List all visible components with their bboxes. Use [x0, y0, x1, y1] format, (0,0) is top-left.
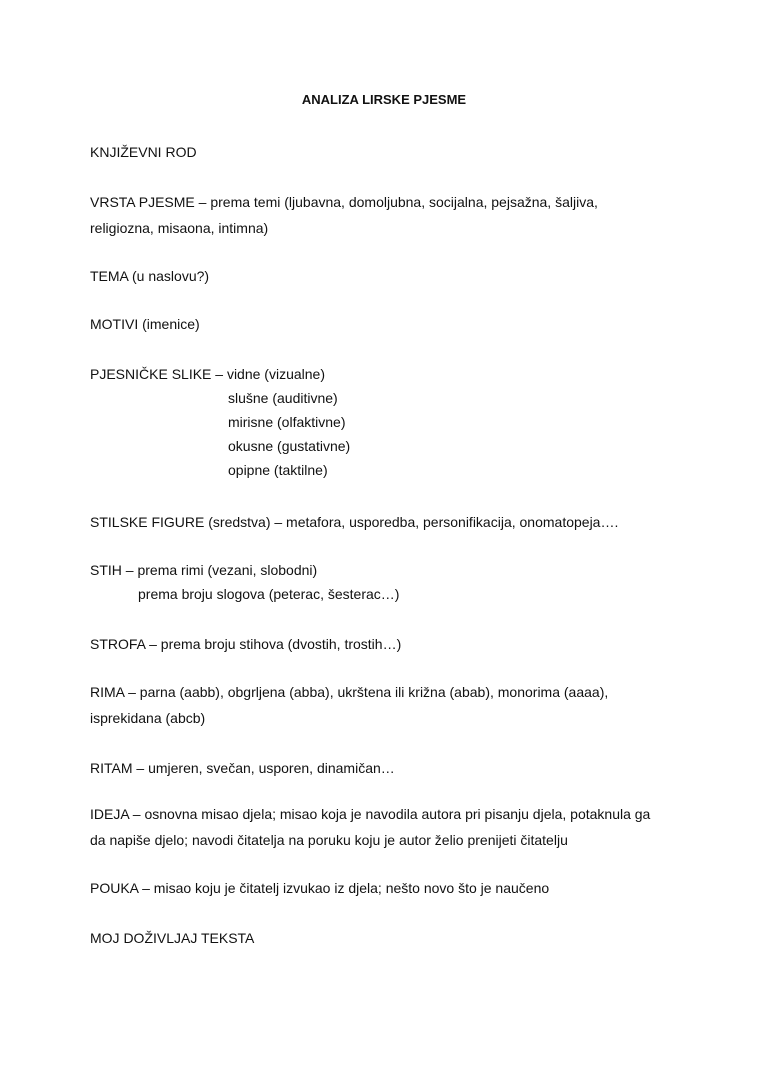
pjesnicke-slike-item: mirisne (olfaktivne): [228, 414, 346, 430]
page-title: ANALIZA LIRSKE PJESME: [301, 92, 467, 107]
section-knjizevni-rod: KNJIŽEVNI ROD: [90, 144, 197, 160]
section-moj-dozivljaj: MOJ DOŽIVLJAJ TEKSTA: [90, 930, 255, 946]
section-vrsta-pjesme-line-2: religiozna, misaona, intimna): [90, 220, 269, 236]
section-rima-line-2: isprekidana (abcb): [90, 710, 206, 726]
section-strofa: STROFA – prema broju stihova (dvostih, trostih…): [90, 636, 402, 652]
section-stilske-figure: STILSKE FIGURE (sredstva) – metafora, usporedba, personifikacija, onomatopeja….: [90, 514, 619, 530]
pjesnicke-slike-item: slušne (auditivne): [228, 390, 338, 406]
section-ideja-line-2: da napiše djelo; navodi čitatelja na poruku koju je autor želio prenijeti čitatelju: [90, 832, 568, 848]
section-ideja-line-1: IDEJA – osnovna misao djela; misao koja je navodila autora pri pisanju djela, potaknula ga: [90, 806, 651, 822]
section-vrsta-pjesme-line-1: VRSTA PJESME – prema temi (ljubavna, domoljubna, socijalna, pejsažna, šaljiva,: [90, 194, 598, 210]
section-rima-line-1: RIMA – parna (aabb), obgrljena (abba), ukrštena ili križna (abab), monorima (aaaa),: [90, 684, 609, 700]
pjesnicke-slike-item: opipne (taktilne): [228, 462, 328, 478]
section-ritam: RITAM – umjeren, svečan, usporen, dinamičan…: [90, 760, 395, 776]
section-pouka: POUKA – misao koju je čitatelj izvukao iz djela; nešto novo što je naučeno: [90, 880, 550, 896]
section-stih-second: prema broju slogova (peterac, šesterac…): [138, 586, 400, 602]
pjesnicke-slike-item: okusne (gustativne): [228, 438, 351, 454]
section-pjesnicke-slike: PJESNIČKE SLIKE – vidne (vizualne): [90, 366, 325, 382]
section-stih: STIH – prema rimi (vezani, slobodni): [90, 562, 318, 578]
section-tema: TEMA (u naslovu?): [90, 268, 210, 284]
section-motivi: MOTIVI (imenice): [90, 316, 200, 332]
